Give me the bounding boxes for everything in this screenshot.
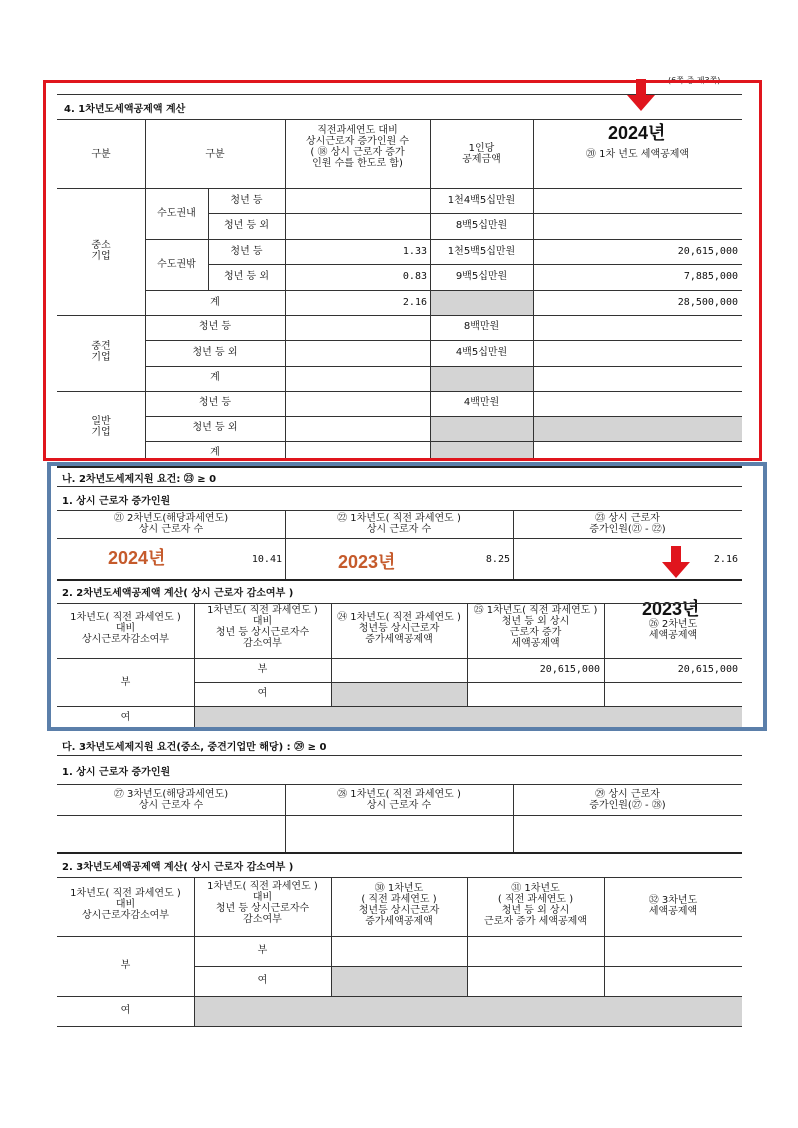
highlight-box-red <box>43 80 762 461</box>
header-gubun-2: 구분 <box>205 149 225 160</box>
na-c3: ㉔ 1차년도( 직전 과세연도 ) 청년등 상시근로자 증가세액공제액 <box>337 612 461 645</box>
section-da-title: 다. 3차년도세제지원 요건(중소, 중견기업만 해당) : ㉙ ≥ 0 <box>62 742 327 753</box>
section-na-sub2: 2. 2차년도세액공제액 계산( 상시 근로자 감소여부 ) <box>62 588 294 599</box>
sme-total-inc: 2.16 <box>402 297 427 308</box>
na-v1: 10.41 <box>251 554 282 565</box>
sme-label: 중소 기업 <box>91 240 111 262</box>
general-label: 일반 기업 <box>91 416 111 438</box>
sme-noncap-nonyouth: 청년 등 외 <box>224 271 269 282</box>
sme-noncap-youth: 청년 등 <box>230 246 263 257</box>
credit-noncap-nonyouth: 7,885,000 <box>683 271 738 282</box>
da-row-bu-bu: 부 <box>257 945 268 956</box>
header-gubun: 구분 <box>91 149 111 160</box>
amount-cap-nonyouth: 8백5십만원 <box>455 220 508 231</box>
na-v3: 2.16 <box>713 554 738 565</box>
header-credit: ⑳ 1차 년도 세액공제액 <box>585 149 690 160</box>
amount-noncap-youth: 1천5백5십만원 <box>447 246 516 257</box>
na-c5: ㉖ 2차년도 세액공제액 <box>648 619 698 641</box>
da-h1: ㉗ 3차년도(해당과세연도) 상시 근로자 수 <box>113 789 229 811</box>
page-number: (6쪽 중 제3쪽) <box>668 76 721 85</box>
highlight-box-blue <box>47 462 767 731</box>
na-c1: 1차년도( 직전 과세연도 ) 대비 상시근로자감소여부 <box>70 612 181 645</box>
na-row-bu-bu: 부 <box>257 664 268 675</box>
na-c2: 1차년도( 직전 과세연도 ) 대비 청년 등 상시근로자수 감소여부 <box>207 605 318 649</box>
header-increase: 직전과세연도 대비 상시근로자 증가인원 수 ( ⑱ 상시 근로자 증가 인원 수를 한도로 함) <box>306 125 409 169</box>
na-h1: ㉑ 2차년도(해당과세연도) 상시 근로자 수 <box>113 513 229 535</box>
noncapital-label: 수도권밖 <box>157 259 196 270</box>
da-row-yeo: 여 <box>120 1005 131 1016</box>
mid-amount-nonyouth: 4백5십만원 <box>455 347 508 358</box>
section-da-sub1: 1. 상시 근로자 증가인원 <box>62 767 171 778</box>
general-youth: 청년 등 <box>198 397 232 408</box>
mid-amount-youth: 8백만원 <box>463 321 500 332</box>
sme-inc-noncap-nonyouth: 0.83 <box>402 271 427 282</box>
amount-cap-youth: 1천4백5십만원 <box>447 195 516 206</box>
section-na-title: 나. 2차년도세제지원 요건: ㉓ ≥ 0 <box>62 474 217 485</box>
sme-inc-noncap-youth: 1.33 <box>402 246 427 257</box>
da-h3: ㉙ 상시 근로자 증가인원(㉗ - ㉘) <box>589 789 666 811</box>
da-h2: ㉘ 1차년도( 직전 과세연도 ) 상시 근로자 수 <box>337 789 461 811</box>
na-h2: ㉒ 1차년도( 직전 과세연도 ) 상시 근로자 수 <box>337 513 461 535</box>
credit-noncap-youth: 20,615,000 <box>677 246 738 257</box>
da-c2: 1차년도( 직전 과세연도 ) 대비 청년 등 상시근로자수 감소여부 <box>207 881 318 925</box>
na-row-bu-yeo: 여 <box>257 688 268 699</box>
annotation-2024-top: 2024년 <box>608 123 666 143</box>
general-nonyouth: 청년 등 외 <box>192 422 238 433</box>
na-c4: ㉕ 1차년도( 직전 과세연도 ) 청년 등 외 상시 근로자 증가 세액공제액 <box>473 605 598 649</box>
na-bu-bu-c5: 20,615,000 <box>677 664 738 675</box>
section4-title: 4. 1차년도세액공제액 계산 <box>64 104 186 115</box>
da-c3: ㉚ 1차년도 ( 직전 과세연도 ) 청년등 상시근로자 증가세액공제액 <box>358 883 440 927</box>
na-row-bu: 부 <box>120 677 131 688</box>
da-row-bu-yeo: 여 <box>257 975 268 986</box>
sme-total-label: 계 <box>210 297 220 308</box>
general-amount-youth: 4백만원 <box>463 397 500 408</box>
mid-label: 중견 기업 <box>91 341 111 363</box>
da-c1: 1차년도( 직전 과세연도 ) 대비 상시근로자감소여부 <box>70 888 181 921</box>
mid-nonyouth: 청년 등 외 <box>192 347 238 358</box>
section-da-sub2: 2. 3차년도세액공제액 계산( 상시 근로자 감소여부 ) <box>62 862 294 873</box>
na-row-yeo: 여 <box>120 712 131 723</box>
capital-label: 수도권내 <box>157 208 196 219</box>
sme-cap-nonyouth: 청년 등 외 <box>224 220 269 231</box>
credit-sme-total: 28,500,000 <box>677 297 738 308</box>
sme-cap-youth: 청년 등 <box>230 195 263 206</box>
annotation-2023: 2023년 <box>338 552 396 572</box>
amount-noncap-nonyouth: 9백5십만원 <box>455 271 508 282</box>
annotation-2023-black: 2023년 <box>642 599 700 619</box>
header-per-person: 1인당 공제금액 <box>462 143 501 165</box>
mid-total-label: 계 <box>210 372 220 383</box>
mid-youth: 청년 등 <box>198 321 232 332</box>
na-bu-bu-c4: 20,615,000 <box>539 664 600 675</box>
da-c5: ㉜ 3차년도 세액공제액 <box>648 895 698 917</box>
da-c4: ㉛ 1차년도 ( 직전 과세연도 ) 청년 등 외 상시 근로자 증가 세액공제액 <box>484 883 587 927</box>
na-v2: 8.25 <box>485 554 510 565</box>
na-h3: ㉓ 상시 근로자 증가인원(㉑ - ㉒) <box>589 513 666 535</box>
general-total-label: 계 <box>210 447 220 458</box>
section-na-sub1: 1. 상시 근로자 증가인원 <box>62 496 171 507</box>
da-row-bu: 부 <box>120 960 131 971</box>
annotation-2024: 2024년 <box>108 548 166 568</box>
